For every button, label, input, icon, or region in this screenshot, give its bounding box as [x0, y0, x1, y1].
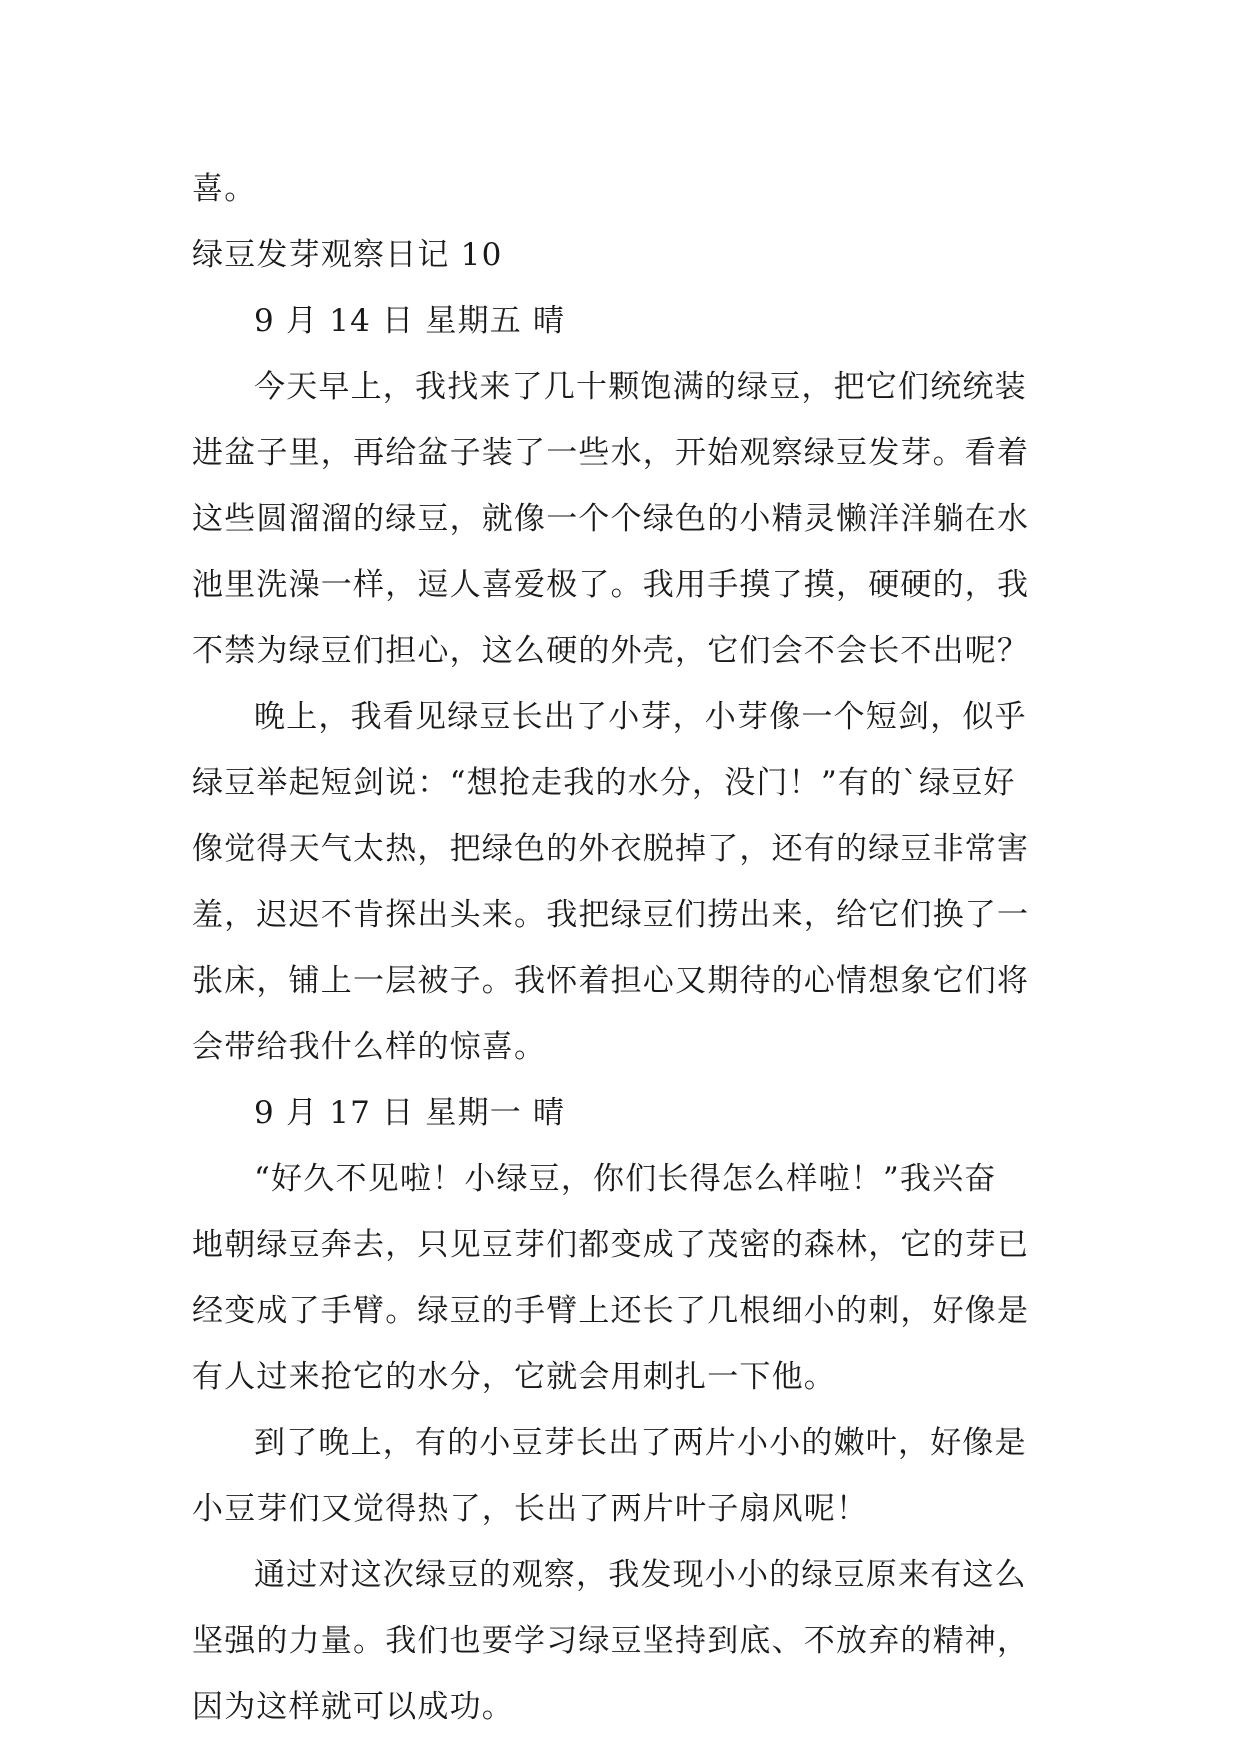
diary-heading: 绿豆发芽观察日记 10 — [192, 237, 503, 273]
paragraph-first-line: “好久不见啦！小绿豆，你们长得怎么样啦！”我兴奋 — [254, 1161, 997, 1197]
body-line: 小豆芽们又觉得热了，长出了两片叶子扇风呢！ — [192, 1491, 869, 1527]
body-line: 绿豆举起短剑说：“想抢走我的水分，没门！”有的`绿豆好 — [192, 765, 1016, 801]
document-text — [192, 156, 1054, 1740]
body-line: 地朝绿豆奔去，只见豆芽们都变成了茂密的森林，它的芽已 — [192, 1227, 1030, 1263]
body-line: 张床，铺上一层被子。我怀着担心又期待的心情想象它们将 — [192, 963, 1030, 999]
body-line: 进盆子里，再给盆子装了一些水，开始观察绿豆发芽。看着 — [192, 435, 1030, 471]
body-line: 有人过来抢它的水分，它就会用刺扎一下他。 — [192, 1359, 836, 1395]
body-line: 这些圆溜溜的绿豆，就像一个个绿色的小精灵懒洋洋躺在水 — [192, 501, 1030, 537]
body-line: 羞，迟迟不肯探出头来。我把绿豆们捞出来，给它们换了一 — [192, 897, 1030, 933]
paragraph-first-line: 晚上，我看见绿豆长出了小芽，小芽像一个短剑，似乎 — [254, 699, 1027, 735]
body-line: 像觉得天气太热，把绿色的外衣脱掉了，还有的绿豆非常害 — [192, 831, 1030, 867]
body-line: 因为这样就可以成功。 — [192, 1689, 514, 1725]
diary-date: 9 月 17 日 星期一 晴 — [254, 1095, 566, 1131]
paragraph-first-line: 今天早上，我找来了几十颗饱满的绿豆，把它们统统装 — [254, 369, 1027, 405]
body-line: 喜。 — [192, 171, 257, 207]
paragraph-first-line: 通过对这次绿豆的观察，我发现小小的绿豆原来有这么 — [254, 1557, 1027, 1593]
body-line: 不禁为绿豆们担心，这么硬的外壳，它们会不会长不出呢？ — [192, 633, 1030, 669]
paragraph-first-line: 到了晚上，有的小豆芽长出了两片小小的嫩叶，好像是 — [254, 1425, 1027, 1461]
body-line: 池里洗澡一样，逗人喜爱极了。我用手摸了摸，硬硬的，我 — [192, 567, 1030, 603]
diary-date: 9 月 14 日 星期五 晴 — [254, 303, 566, 339]
body-line: 经变成了手臂。绿豆的手臂上还长了几根细小的刺，好像是 — [192, 1293, 1030, 1329]
body-line: 坚强的力量。我们也要学习绿豆坚持到底、不放弃的精神， — [192, 1623, 1030, 1659]
body-line: 会带给我什么样的惊喜。 — [192, 1029, 547, 1065]
